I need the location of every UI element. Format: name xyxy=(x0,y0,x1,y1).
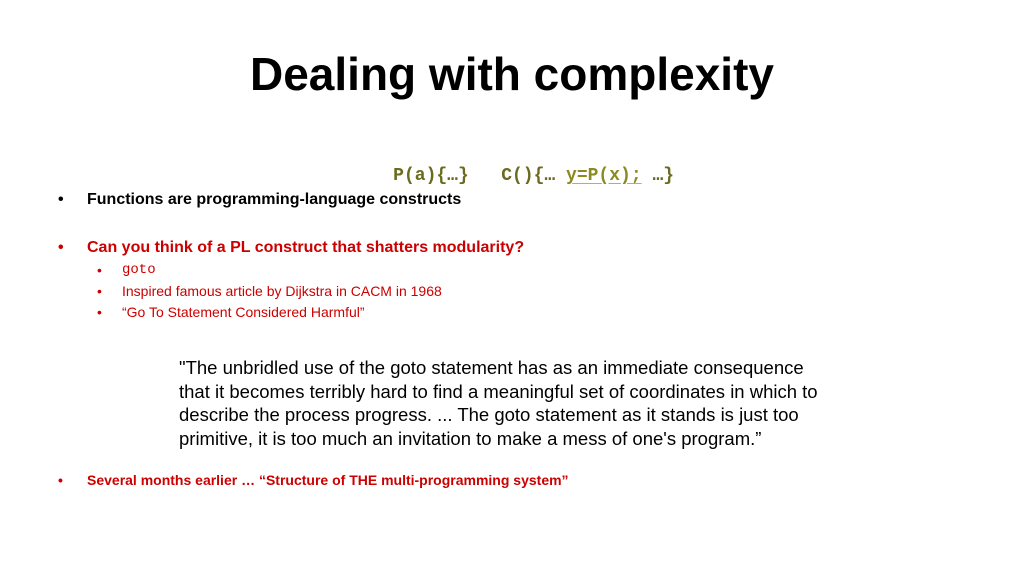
sub-bullet-text: goto xyxy=(122,262,156,278)
code-part-call-start: C(){… xyxy=(501,166,567,186)
bullet-marker: • xyxy=(58,191,64,208)
quote-line: primitive, it is too much an invitation to make a mess of one's program.” xyxy=(179,427,762,449)
code-part-assignment: y=P(x); xyxy=(566,166,642,186)
sub-bullet-marker: • xyxy=(97,304,102,320)
quote-line: "The unbridled use of the goto statement has as an immediate consequence xyxy=(179,357,804,378)
code-part-call-end: …} xyxy=(641,166,675,186)
sub-bullet-text: “Go To Statement Considered Harmful” xyxy=(122,304,365,320)
bullet-marker: • xyxy=(58,239,64,256)
code-gap xyxy=(469,166,501,186)
quote-line: describe the process progress. ... The goto statement as it stands is just too xyxy=(179,404,799,425)
dijkstra-quote xyxy=(179,356,859,450)
code-part-definition: P(a){…} xyxy=(393,166,469,186)
slide-title: Dealing with complexity xyxy=(250,48,774,100)
bullet-text: Can you think of a PL construct that shatters modularity? xyxy=(87,239,525,256)
sub-bullet-marker: • xyxy=(97,262,102,278)
sub-bullet-text: Inspired famous article by Dijkstra in CACM in 1968 xyxy=(122,283,442,299)
bullet-text: Functions are programming-language constructs xyxy=(87,191,462,208)
bullet-text: Several months earlier … “Structure of THE multi-programming system” xyxy=(87,472,569,488)
bullet-marker: • xyxy=(58,472,63,488)
quote-line: that it becomes terribly hard to find a meaningful set of coordinates in which to xyxy=(179,380,818,402)
sub-bullet-marker: • xyxy=(97,283,102,299)
